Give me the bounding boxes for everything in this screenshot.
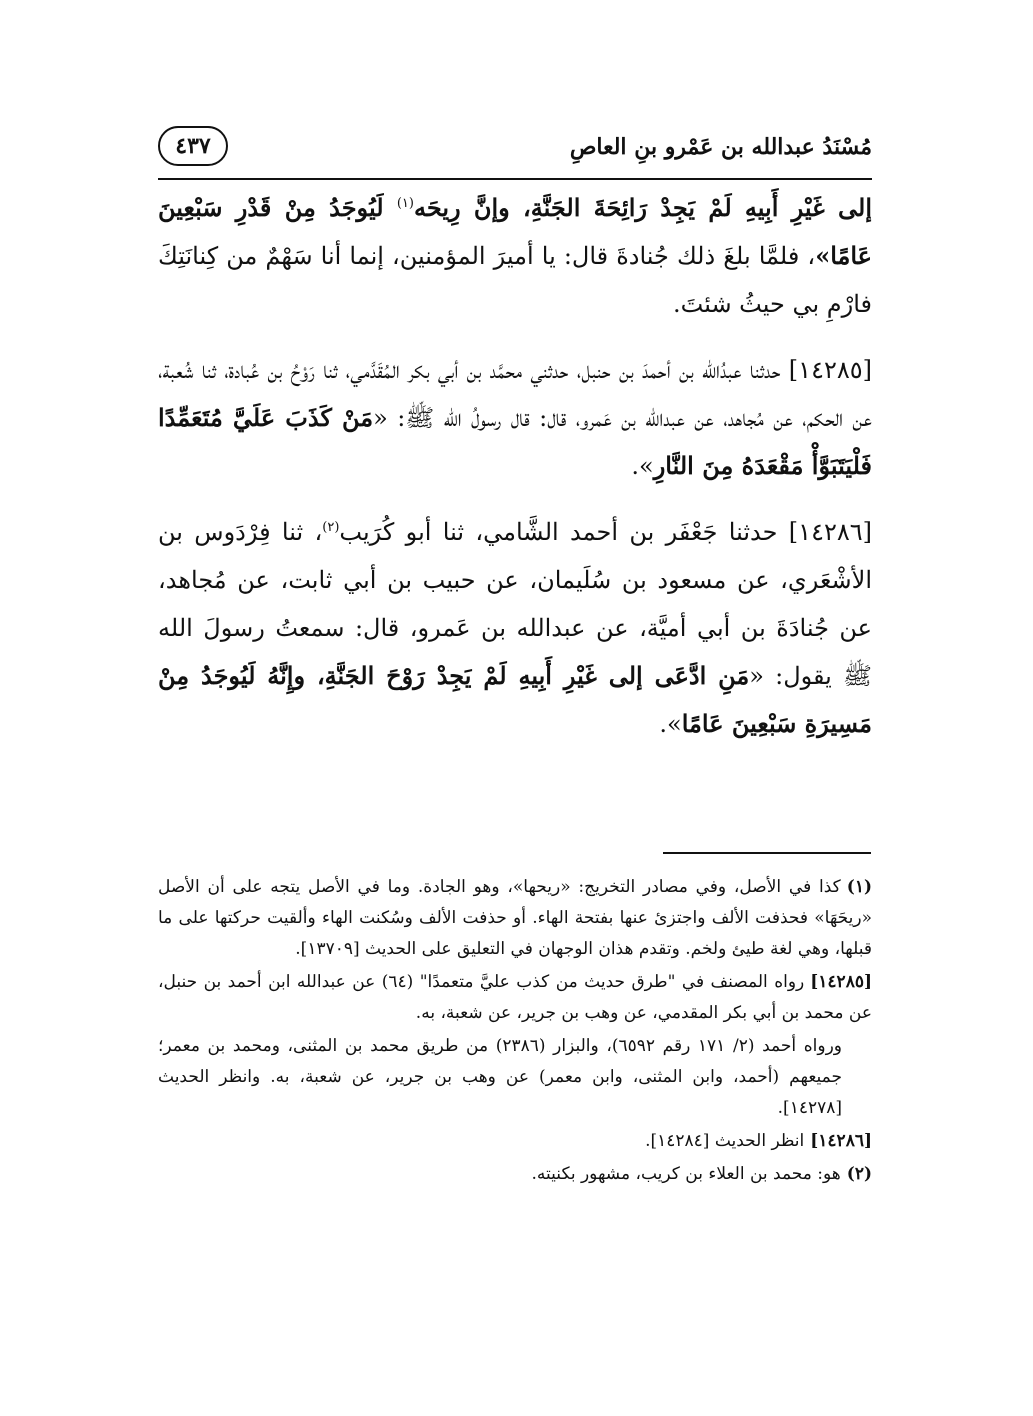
footnotes: [158, 872, 872, 1192]
running-title: مُسْنَدُ عبدالله بن عَمْرو بنِ العاصِ: [569, 134, 872, 160]
footnote-text: هو: محمد بن العلاء بن كريب، مشهور بكنيته.: [531, 1164, 841, 1184]
header-rule: [158, 178, 872, 180]
paragraph-hadith-14286: [158, 508, 872, 748]
hadith-text: مَنِ ادَّعَى إلى غَيْرِ أَبِيهِ لَمْ يَجِدْ رَوْحَ الجَنَّةِ، وإِنَّهُ لَيُوجَدُ مِنْ مَسِيرَةِ سَبْعِينَ عَامًا: [158, 661, 872, 738]
footnote-2: [158, 1159, 872, 1190]
footnote-ref-2: (٢): [322, 520, 340, 535]
hadith-text: مَنْ كَذَبَ عَلَيَّ مُتَعَمِّدًا فَلْيَتَبَوَّأْ مَقْعَدَهُ مِنَ النَّارِ: [158, 403, 872, 480]
footnote-14286: [158, 1126, 872, 1157]
isnad-text: ، ثنا فِرْدَوس بن الأشْعَري، عن مسعود بن سُلَيمان، عن حبيب بن أبي ثابت، عن مُجاهد، عن جُنادَةَ بن أبي أميَّة، عن عبدالله بن عَمرو، قال: سمعتُ رسولَ الله ﷺ يقول: «: [158, 518, 872, 690]
footnote-14285-continued: ورواه أحمد (٢/ ١٧١ رقم ٦٥٩٢)، والبزار (٢٣٨٦) من طريق محمد بن المثنى، ومحمد بن معمر؛ جميعهم (أحمد، وابن المثنى، وابن معمر) عن وهب بن جرير، عن شعبة، به. وانظر الحديث [١٤٢٧٨].: [158, 1036, 842, 1118]
footnote-text: كذا في الأصل، وفي مصادر التخريج: «ريحها»، وهو الجادة. وما في الأصل يتجه على أن الأصل «ريحَهَا» فحذفت الألف واجتزئ عنها بفتحة الهاء. أو حذفت الألف وسُكنت الهاء وألقيت حركتها على ما قبلها، وهي لغة طيئ ولخم. وتقدم هذان الوجهان في التعليق على الحديث [١٣٧٠٩].: [158, 877, 872, 959]
isnad-text: [١٤٢٨٦] حدثنا جَعْفَر بن أحمد الشَّامي، ثنا أبو كُرَيب: [339, 518, 872, 546]
hadith-text: إلى غَيْرِ أَبِيهِ لَمْ يَجِدْ رَائِحَةَ الجَنَّةِ، وإنَّ رِيحَه: [413, 193, 872, 222]
closing-quote: ».: [631, 452, 654, 480]
isnad-text: [١٤٢٨٥] حدثنا عبدُالله بن أحمدَ بن حنبل، حدثني محمَّد بن أبي بكر المُقَدَّمي، ثنا رَوْحُ بن عُبادة، ثنا شُعبة، عن الحكم، عن مُجاهد، عن عبدالله بن عَمرو، قال: قال رسولُ الله ﷺ: «: [158, 356, 872, 432]
footnote-label: (٢): [846, 1164, 872, 1184]
footnote-label: [١٤٢٨٦]: [810, 1131, 872, 1151]
footnote-text: انظر الحديث [١٤٢٨٤].: [645, 1131, 805, 1151]
hadith-text: لَيُوجَدُ مِنْ قَدْرِ سَبْعِينَ عَامًا»: [158, 193, 872, 270]
page-header: [158, 120, 872, 180]
paragraph-hadith-14285: [158, 346, 872, 490]
footnote-label: (١): [846, 877, 872, 897]
page-number: ٤٣٧: [158, 126, 228, 166]
main-text: [158, 184, 872, 766]
footnote-14285: [158, 967, 872, 1029]
closing-quote: ».: [659, 710, 682, 738]
footnote-ref-1: (١): [396, 196, 414, 211]
footnote-text: رواه المصنف في "طرق حديث من كذب عليَّ متعمدًا" (٦٤) عن عبدالله ابن أحمد بن حنبل، عن محمد بن أبي بكر المقدمي، عن وهب بن جرير، عن شعبة، به.: [158, 972, 872, 1023]
paragraph-continuation: [158, 184, 872, 328]
footnote-separator: [663, 852, 871, 854]
footnote-label: [١٤٢٨٥]: [810, 972, 872, 992]
footnote-1: [158, 872, 872, 965]
narration-text: ، فلمَّا بلغَ ذلك جُنادةَ قال: يا أميرَ المؤمنين، إنما أنا سَهْمٌ من كِنانَتِكَ فارْمِ بي حيثُ شئتَ.: [158, 242, 872, 318]
